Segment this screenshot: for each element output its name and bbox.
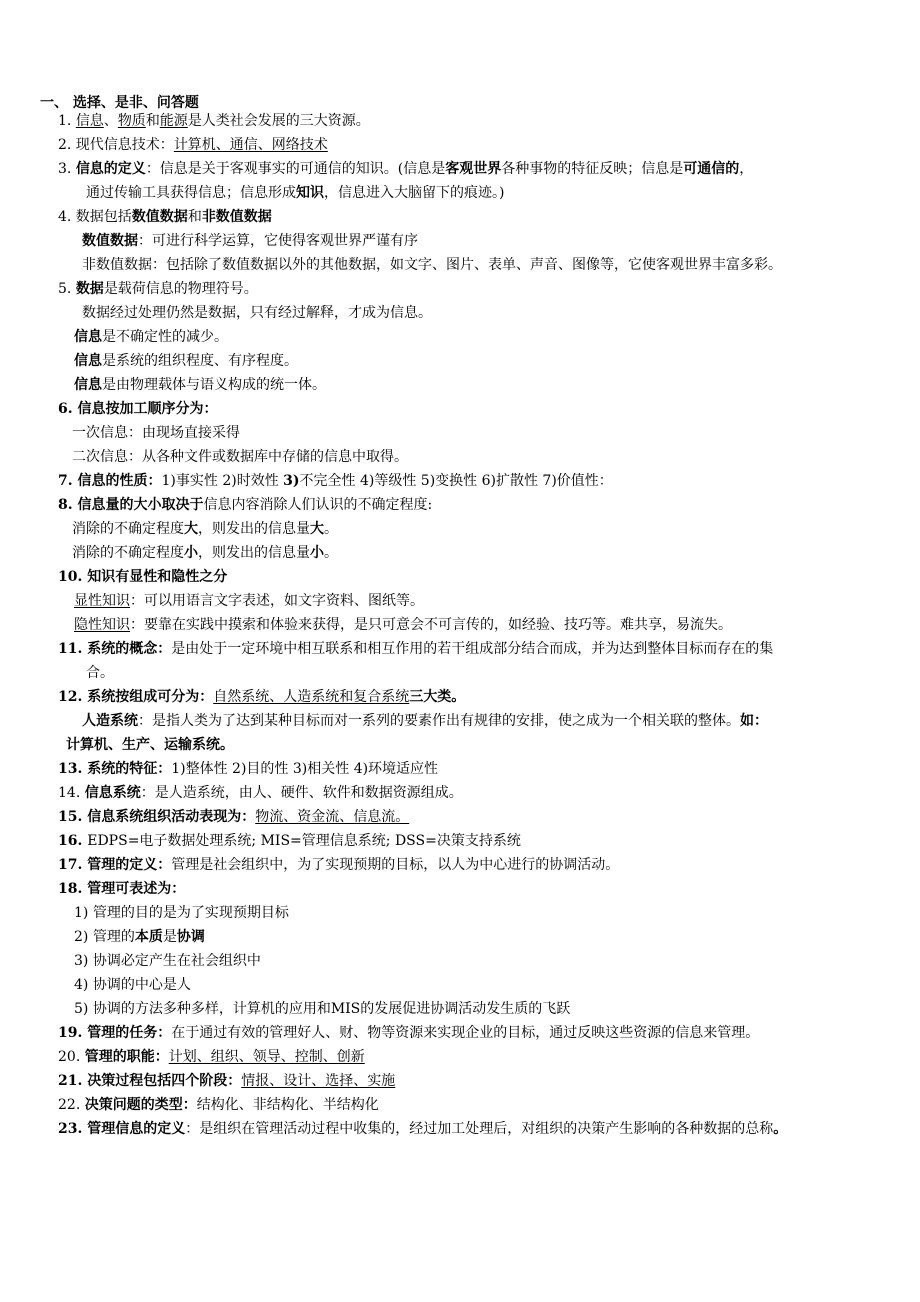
underlined-term: 计算机、通信、网络技术 bbox=[173, 137, 328, 153]
text-segment: 是由处于一定环境中相互联系和相互作用的若干组成部分结合而成，并为达到整体目标而存在的集 bbox=[171, 641, 774, 657]
text-segment: 信息内容消除人们认识的不确定程度: bbox=[203, 497, 433, 513]
text-line bbox=[58, 832, 521, 850]
text-line bbox=[58, 496, 432, 514]
text-line bbox=[74, 928, 205, 946]
bold-term: 7. 信息的性质： bbox=[58, 473, 162, 489]
bold-term: 。 bbox=[773, 1121, 788, 1137]
bold-term: 数值数据 bbox=[131, 209, 188, 225]
bold-term: 本质 bbox=[134, 929, 163, 945]
bold-term: 12. 系统按组成可分为： bbox=[58, 689, 214, 705]
bold-term: 13. 系统的特征： bbox=[58, 761, 172, 777]
bold-term: 知识 bbox=[296, 185, 324, 201]
text-line bbox=[58, 1024, 759, 1042]
text-line bbox=[74, 904, 289, 922]
text-line bbox=[58, 160, 753, 178]
bold-term: 15. 信息系统组织活动表现为： bbox=[58, 809, 256, 825]
bold-term: 3) bbox=[283, 473, 300, 489]
text-line bbox=[74, 616, 732, 634]
bold-term: 客观世界 bbox=[445, 161, 502, 177]
text-segment: ：是指人类为了达到某种目标而对一系列的要素作出有规律的安排，使之成为一个相关联的整体。 bbox=[138, 713, 740, 729]
text-segment: 1) 管理的目的是为了实现预期目标 bbox=[74, 905, 289, 921]
text-line bbox=[58, 880, 185, 898]
text-segment: 二次信息：从各种文件或数据库中存储的信息中取得。 bbox=[72, 449, 408, 465]
text-line bbox=[58, 472, 613, 490]
bold-term: 6. 信息按加工顺序分为： bbox=[58, 401, 218, 417]
bold-term: 17. 管理的定义： bbox=[58, 857, 172, 873]
text-segment: 各种事物的特征反映；信息是 bbox=[501, 161, 684, 177]
underlined-term: 信息 bbox=[75, 113, 104, 129]
text-line bbox=[72, 544, 338, 562]
bold-term: 管理的职能： bbox=[84, 1049, 169, 1065]
bold-term: 决策问题的类型： bbox=[84, 1097, 197, 1113]
text-segment: 。 bbox=[324, 545, 338, 561]
bold-term: 可通信的 bbox=[683, 161, 740, 177]
text-segment: ，则发出的信息量 bbox=[198, 521, 310, 537]
text-segment: ：是人造系统，由人、硬件、软件和数据资源组成。 bbox=[140, 785, 463, 801]
text-line bbox=[58, 280, 258, 298]
text-segment: ：是组织在管理活动过程中收集的，经过加工处理后，对组织的决策产生影响的各种数据的总称 bbox=[185, 1121, 774, 1137]
text-segment: 、 bbox=[103, 113, 118, 129]
text-line bbox=[58, 856, 619, 874]
bold-term: 11. 系统的概念： bbox=[58, 641, 172, 657]
text-segment: 合。 bbox=[86, 665, 114, 681]
text-segment: ，则发出的信息量 bbox=[198, 545, 310, 561]
text-line bbox=[66, 736, 234, 754]
text-segment: 是系统的组织程度、有序程度。 bbox=[102, 353, 298, 369]
bold-term: 10. 知识有显性和隐性之分 bbox=[58, 569, 228, 585]
text-line bbox=[58, 208, 272, 226]
text-line bbox=[58, 400, 218, 418]
bold-term: 数据 bbox=[75, 281, 104, 297]
text-segment: 和 bbox=[145, 113, 160, 129]
text-line bbox=[82, 256, 782, 274]
underlined-term: 隐性知识 bbox=[74, 617, 130, 633]
text-line bbox=[82, 712, 768, 730]
bold-term: 数值数据 bbox=[82, 233, 138, 249]
bold-term: 18. 管理可表述为： bbox=[58, 881, 186, 897]
text-segment: 非数值数据：包括除了数值数据以外的其他数据，如文字、图片、表单、声音、图像等，它使客观世界丰富多彩。 bbox=[82, 257, 782, 273]
text-segment: 是 bbox=[162, 929, 177, 945]
bold-term: 大 bbox=[184, 521, 198, 537]
text-line bbox=[74, 376, 326, 394]
text-line bbox=[72, 424, 240, 442]
text-line bbox=[82, 304, 432, 322]
bold-term: 21. 决策过程包括四个阶段： bbox=[58, 1073, 242, 1089]
text-segment: ：可以用语言文字表述，如文字资料、图纸等。 bbox=[130, 593, 424, 609]
text-segment: 5. bbox=[58, 281, 76, 297]
text-line bbox=[74, 976, 191, 994]
text-line bbox=[72, 520, 338, 538]
text-segment: 5) 协调的方法多种多样，计算机的应用和MIS的发展促进协调活动发生质的飞跃 bbox=[74, 1001, 571, 1017]
text-segment: 3) 协调必定产生在社会组织中 bbox=[74, 953, 261, 969]
text-line bbox=[58, 640, 773, 658]
text-segment: ：信息是关于客观事实的可通信的知识。(信息是 bbox=[145, 161, 446, 177]
bold-term: 人造系统 bbox=[82, 713, 138, 729]
text-line bbox=[58, 1120, 787, 1138]
text-segment: 3. bbox=[58, 161, 76, 177]
text-line bbox=[58, 688, 465, 706]
bold-term: 19. 管理的任务： bbox=[58, 1025, 172, 1041]
text-segment: ：要靠在实践中摸索和体验来获得，是只可意会不可言传的，如经验、技巧等。难共享，易流失。 bbox=[130, 617, 732, 633]
text-segment: 是载荷信息的物理符号。 bbox=[103, 281, 258, 297]
bold-term: 协调 bbox=[176, 929, 205, 945]
bold-term: 8. 信息量的大小取决于 bbox=[58, 497, 204, 513]
text-line bbox=[58, 760, 438, 778]
underlined-term: 显性知识 bbox=[74, 593, 130, 609]
bold-term: 信息 bbox=[74, 377, 102, 393]
text-line bbox=[58, 112, 370, 130]
bold-term: 小 bbox=[310, 545, 324, 561]
text-segment: 通过传输工具获得信息；信息形成 bbox=[86, 185, 296, 201]
text-segment: 22. bbox=[58, 1097, 85, 1113]
text-segment: 是人类社会发展的三大资源。 bbox=[187, 113, 370, 129]
text-segment: 4. 数据包括 bbox=[58, 209, 132, 225]
text-segment: 1. bbox=[58, 113, 76, 129]
text-line bbox=[86, 184, 504, 202]
bold-term: 信息 bbox=[74, 353, 102, 369]
underlined-term: 能源 bbox=[159, 113, 188, 129]
text-line bbox=[58, 808, 409, 826]
text-segment: 1)整体性 2)目的性 3)相关性 4)环境适应性 bbox=[171, 761, 439, 777]
text-segment: ，信息进入大脑留下的痕迹。) bbox=[324, 185, 505, 201]
text-segment: 结构化、非结构化、半结构化 bbox=[196, 1097, 379, 1113]
text-line bbox=[74, 352, 298, 370]
bold-term: 信息 bbox=[74, 329, 102, 345]
bold-term: 计算机、生产、运输系统。 bbox=[66, 737, 234, 753]
text-line bbox=[86, 664, 114, 682]
bold-term: 信息系统 bbox=[84, 785, 141, 801]
text-segment: 数据经过处理仍然是数据，只有经过解释，才成为信息。 bbox=[82, 305, 432, 321]
underlined-term: 物流、资金流、信息流。 bbox=[255, 809, 410, 825]
text-line bbox=[58, 1048, 365, 1066]
bold-term: 16. bbox=[58, 833, 88, 849]
underlined-term: 情报、设计、选择、实施 bbox=[241, 1073, 396, 1089]
bold-term: 小 bbox=[184, 545, 198, 561]
text-line bbox=[58, 1072, 395, 1090]
text-line bbox=[58, 1096, 379, 1114]
text-segment: 1)事实性 2)时效性 bbox=[161, 473, 284, 489]
underlined-term: 自然系统、人造系统和复合系统 bbox=[213, 689, 410, 705]
text-line bbox=[74, 952, 261, 970]
underlined-term: 物质 bbox=[117, 113, 146, 129]
text-line bbox=[58, 568, 227, 586]
text-segment: 。 bbox=[324, 521, 338, 537]
text-segment: 是由物理载体与语义构成的统一体。 bbox=[102, 377, 326, 393]
text-segment: 2. 现代信息技术： bbox=[58, 137, 174, 153]
bold-term: 大 bbox=[310, 521, 324, 537]
text-line bbox=[82, 232, 418, 250]
text-segment: ， bbox=[739, 161, 754, 177]
text-segment: 管理是社会组织中，为了实现预期的目标，以人为中心进行的协调活动。 bbox=[171, 857, 620, 873]
section-heading: 一、 选择、是非、问答题 bbox=[40, 95, 199, 111]
text-segment: 和 bbox=[187, 209, 202, 225]
text-segment: 2) 管理的 bbox=[74, 929, 135, 945]
text-segment: 在于通过有效的管理好人、财、物等资源来实现企业的目标，通过反映这些资源的信息来管理。 bbox=[171, 1025, 760, 1041]
text-line bbox=[74, 328, 228, 346]
text-segment: 4) 协调的中心是人 bbox=[74, 977, 191, 993]
text-segment: 20. bbox=[58, 1049, 85, 1065]
text-segment: 一次信息：由现场直接采得 bbox=[72, 425, 240, 441]
text-segment: ：可进行科学运算，它使得客观世界严谨有序 bbox=[138, 233, 418, 249]
bold-term: 23. 管理信息的定义 bbox=[58, 1121, 186, 1137]
text-line bbox=[74, 1000, 570, 1018]
text-line bbox=[58, 784, 463, 802]
text-segment: 是不确定性的减少。 bbox=[102, 329, 228, 345]
bold-term: 三大类。 bbox=[409, 689, 466, 705]
bold-term: 信息的定义 bbox=[75, 161, 146, 177]
text-line bbox=[58, 136, 328, 154]
bold-term: 非数值数据 bbox=[201, 209, 272, 225]
bold-term: 如： bbox=[740, 713, 768, 729]
text-line bbox=[72, 448, 408, 466]
underlined-term: 计划、组织、领导、控制、创新 bbox=[168, 1049, 365, 1065]
text-segment: 不完全性 4)等级性 5)变换性 6)扩散性 7)价值性： bbox=[299, 473, 613, 489]
text-line bbox=[74, 592, 424, 610]
text-segment: 14. bbox=[58, 785, 85, 801]
text-segment: EDPS=电子数据处理系统; MIS=管理信息系统; DSS=决策支持系统 bbox=[87, 833, 521, 849]
text-segment: 消除的不确定程度 bbox=[72, 545, 184, 561]
text-segment: 消除的不确定程度 bbox=[72, 521, 184, 537]
